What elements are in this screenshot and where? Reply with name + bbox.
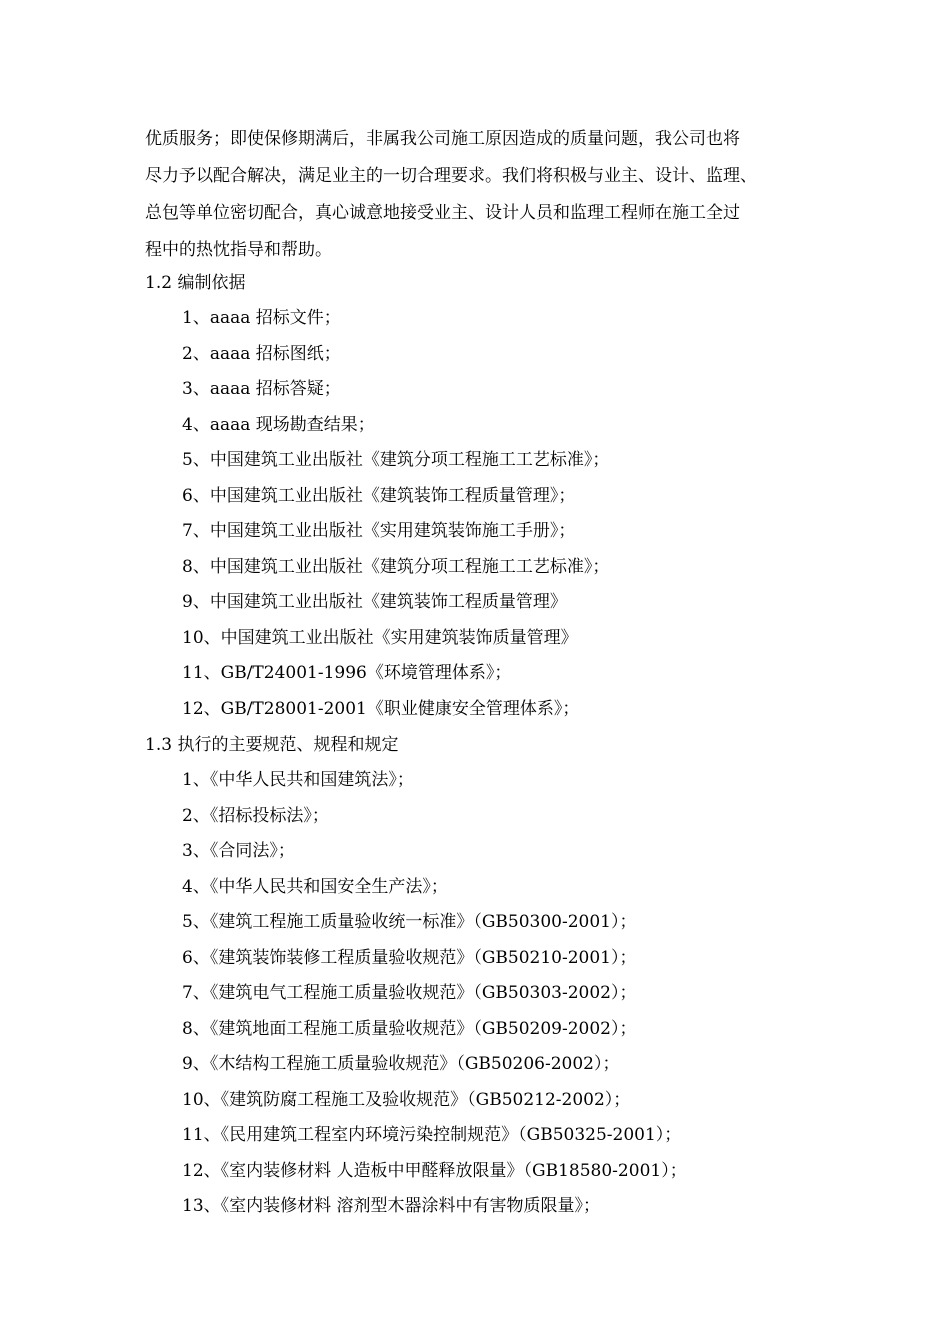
list-item: 2、aaaa 招标图纸； — [182, 343, 341, 364]
list-item: 1、《中华人民共和国建筑法》； — [182, 770, 414, 790]
list-item: 7、中国建筑工业出版社《实用建筑装饰施工手册》； — [182, 521, 576, 541]
list-item: 7、《建筑电气工程施工质量验收规范》（GB50303-2002）； — [182, 983, 637, 1003]
section-heading-1-3: 1.3 执行的主要规范、规程和规定 — [145, 735, 399, 755]
list-item: 10、中国建筑工业出版社《实用建筑装饰质量管理》 — [182, 627, 578, 648]
list-item: 5、中国建筑工业出版社《建筑分项工程施工工艺标准》； — [182, 450, 610, 470]
list-item: 6、中国建筑工业出版社《建筑装饰工程质量管理》； — [182, 485, 576, 506]
list-item: 8、中国建筑工业出版社《建筑分项工程施工工艺标准》； — [182, 556, 610, 577]
list-item: 6、《建筑装饰装修工程质量验收规范》（GB50210-2001）； — [182, 947, 637, 968]
list-item: 5、《建筑工程施工质量验收统一标准》（GB50300-2001）； — [182, 912, 637, 932]
section-compilation-basis — [145, 265, 845, 727]
list-item: 9、中国建筑工业出版社《建筑装饰工程质量管理》 — [182, 592, 567, 612]
list-item: 8、《建筑地面工程施工质量验收规范》（GB50209-2002）； — [182, 1018, 637, 1039]
intro-line: 优质服务；即使保修期满后，非属我公司施工原因造成的质量问题，我公司也将 — [145, 129, 740, 149]
section-heading-1-2: 1.2 编制依据 — [145, 273, 246, 293]
list-item: 3、《合同法》； — [182, 841, 295, 861]
list-item: 2、《招标投标法》； — [182, 805, 329, 826]
list-item: 13、《室内装修材料 溶剂型木器涂料中有害物质限量》； — [182, 1196, 601, 1216]
list-item: 12、《室内装修材料 人造板中甲醛释放限量》（GB18580-2001）； — [182, 1160, 687, 1181]
intro-paragraph — [145, 121, 813, 269]
intro-line: 尽力予以配合解决，满足业主的一切合理要求。我们将积极与业主、设计、监理、 — [145, 166, 757, 186]
list-item: 4、《中华人民共和国安全生产法》； — [182, 876, 448, 897]
list-item: 11、GB/T24001-1996《环境管理体系》； — [182, 663, 512, 683]
list-item: 4、aaaa 现场勘查结果； — [182, 414, 375, 435]
section-main-standards — [145, 727, 845, 1225]
intro-line: 总包等单位密切配合，真心诚意地接受业主、设计人员和监理工程师在施工全过 — [145, 203, 740, 223]
list-item: 1、aaaa 招标文件； — [182, 308, 341, 328]
list-item: 11、《民用建筑工程室内环境污染控制规范》（GB50325-2001）； — [182, 1125, 682, 1145]
list-item: 9、《木结构工程施工质量验收规范》（GB50206-2002）； — [182, 1054, 620, 1074]
list-item: 10、《建筑防腐工程施工及验收规范》（GB50212-2002）； — [182, 1089, 631, 1110]
list-item: 12、GB/T28001-2001《职业健康安全管理体系》； — [182, 698, 580, 719]
intro-line: 程中的热忱指导和帮助。 — [145, 240, 332, 260]
list-item: 3、aaaa 招标答疑； — [182, 379, 341, 399]
